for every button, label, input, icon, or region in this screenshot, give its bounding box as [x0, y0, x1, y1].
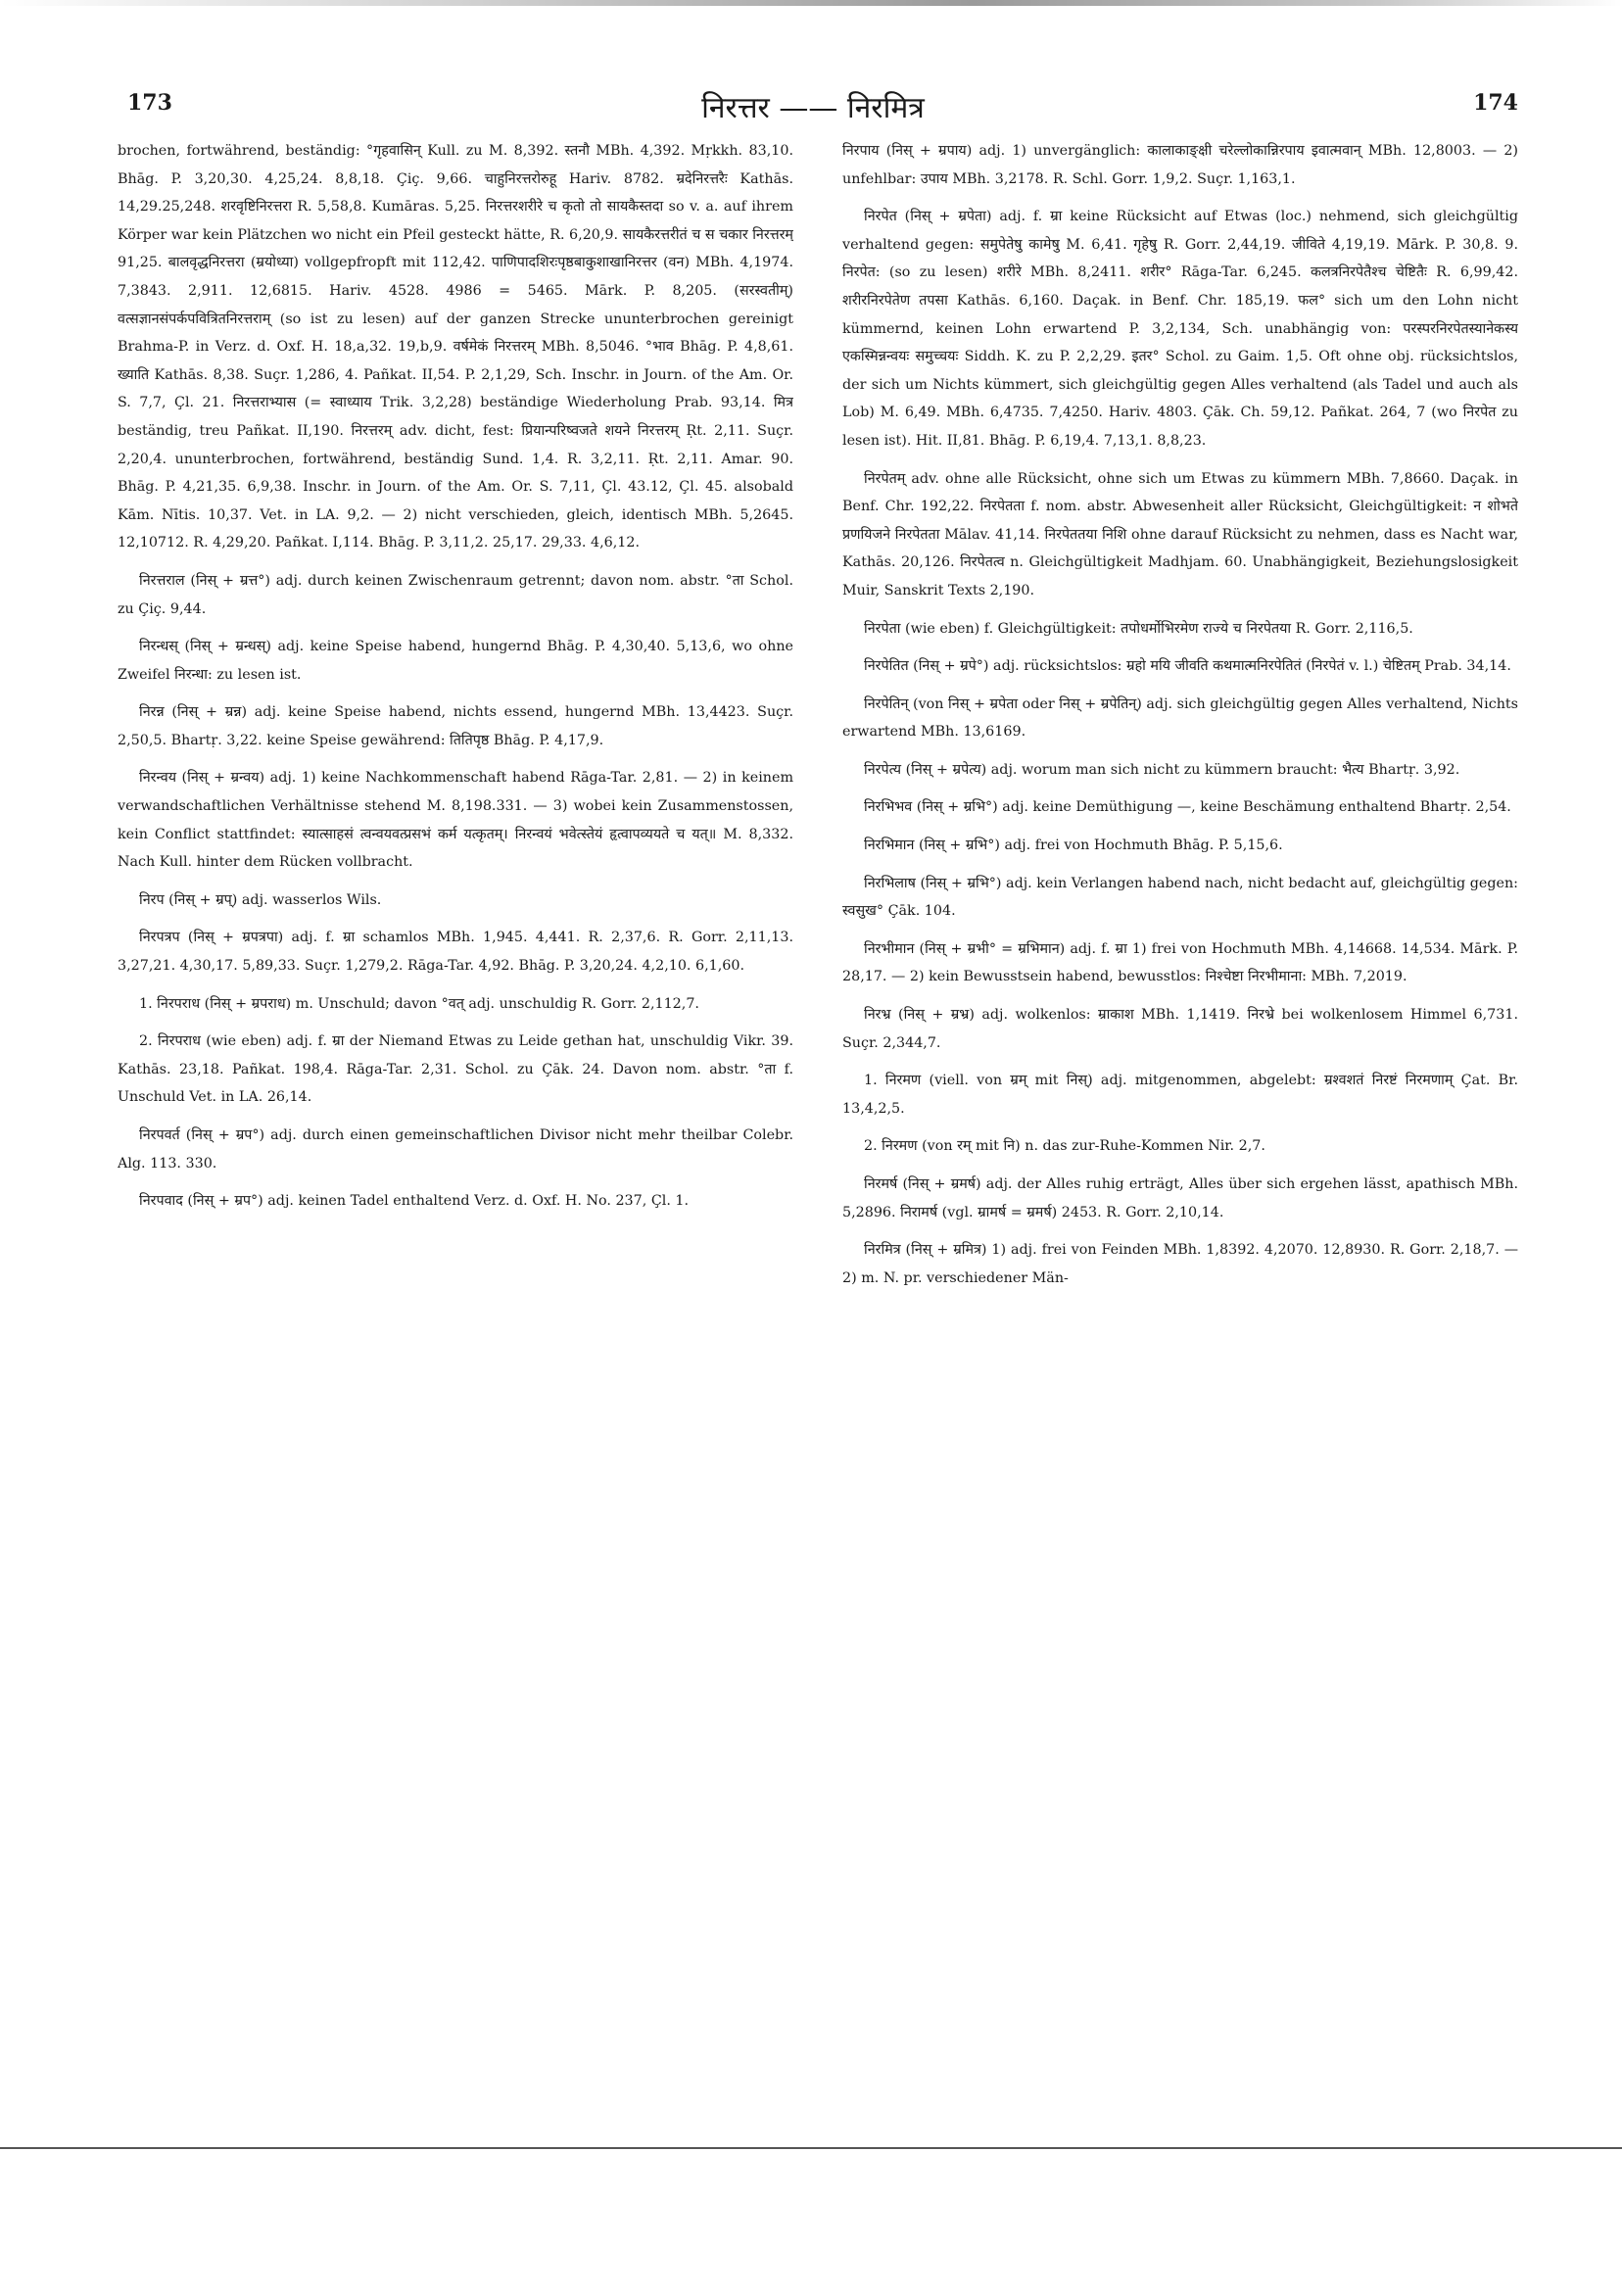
page-number-left: 173: [127, 90, 172, 116]
entry-nirapetin: निरपेतिन् (von निस् + म्रपेता oder निस् + म्रपेतिन्) adj. sich gleichgültig gegen Alles verhaltend, Nichts erwartend MBh. 13,6169.: [842, 695, 1518, 741]
entry-niranna: निरन्न (निस् + म्रन्न) adj. keine Speise habend, nichts essend, hungernd MBh. 13,4423. Suçr. 2,50,5. Bhartṛ. 3,22. keine Speise gewährend: तितिपृष्ठ Bhāg. P. 4,17,9.: [118, 704, 793, 748]
dictionary-columns: [118, 137, 1518, 2126]
entry-nirapetita: निरपेतित (निस् + म्रपे°) adj. rücksichtslos: म्रहो मयि जीवति कथमात्मनिरपेतितं (निरपेतं v. l.) चेष्टितम् Prab. 34,14.: [864, 658, 1511, 675]
page-number-right: 174: [1473, 90, 1518, 116]
entry-niramitra: निरमित्र (निस् + म्रमित्र) 1) adj. frei von Feinden MBh. 1,8392. 4,2070. 12,8930. R. Gorr. 2,18,7. — 2) m. N. pr. verschiedener Män-: [842, 1242, 1518, 1286]
running-title: निरत्तर —— निरमित्र: [701, 91, 925, 125]
page-header: [118, 90, 1518, 129]
entry-continuation: brochen, fortwährend, beständig: °गृहवासिन् Kull. zu M. 8,392. स्तनौ MBh. 4,392. Mṛkkh. 83,10. Bhāg. P. 3,20,30. 4,25,24. 8,8,18. Çiç. 9,66. चाहुनिरत्तरोरुहू Hariv. 8782. म्रदेनिरत्तरैः Kathās. 14,29.25,248. शरवृष्टिनिरत्तरा R. 5,58,8. Kumāras. 5,25. निरत्तरशरीरे च कृतो तो सायकैस्तदा so v. a. auf ihrem Körper war kein Plätzchen wo nicht ein Pfeil gesteckt hätte, R. 6,20,9. सायकैरत्तरीतं च स चकार निरत्तरम् 91,25. बालवृद्धनिरत्तरा (म्रयोध्या) vollgepfropft mit 112,42. पाणिपादशिरःपृष्ठबाकुशाखानिरत्तर (वन) MBh. 4,1974. 7,3843. 2,911. 12,6815. Hariv. 4528. 4986 = 5465. Mārk. P. 8,205. (सरस्वतीम्) वत्सज्ञानसंपर्कपवित्रितनिरत्तराम् (so ist zu lesen) auf der ganzen Strecke ununterbrochen gereinigt Brahma-P. in Verz. d. Oxf. H. 18,a,32. 19,b,9. वर्षमेकं निरत्तरम् MBh. 8,5046. °भाव Bhāg. P. 4,8,61. ख्याति Kathās. 8,38. Suçr. 1,286, 4. Pañkat. II,54. P. 2,1,29, Sch. Inschr. in Journ. of the Am. Or. S. 7,7, Çl. 21. निरत्तराभ्यास (= स्वाध्याय Trik. 3,2,28) beständige Wiederholung Prab. 93,14. मित्र beständig, treu Pañkat. II,190. निरत्तरम् adv. dicht, fest: प्रियान्परिष्वजते शयने निरत्तरम् Ṛt. 2,11. Suçr. 2,20,4. ununterbrochen, fortwährend, beständig Sund. 1,4. R. 3,2,11. Ṛt. 2,11. Amar. 90. Bhāg. P. 4,21,35. 6,9,38. Inschr. in Journ. of the Am. Or. S. 7,11, Çl. 43.12, Çl. 45. alsobald Kām. Nītis. 10,37. Vet. in LA. 9,2. — 2) nicht verschieden, gleich, identisch MBh. 5,2645. 12,10712. R. 4,29,20. Pañkat. I,114. Bhāg. P. 3,11,2. 25,17. 29,33. 4,6,12.: [118, 143, 793, 551]
right-column: [842, 137, 1518, 2126]
entry-niranvaya: निरन्वय (निस् + म्रन्वय) adj. 1) keine Nachkommenschaft habend Rāga-Tar. 2,81. — 2) in keinem verwandschaftlichen Verhältnisse stehend M. 8,198.331. — 3) wobei kein Zusammenstossen, kein Conflict stattfindet: स्यात्साहसं त्वन्वयवत्प्रसभं कर्म यत्कृतम्। निरन्वयं भवेत्स्तेयं हृत्वापव्ययते च यत्॥ M. 8,332. Nach Kull. hinter dem Rücken vollbracht.: [118, 770, 793, 871]
entry-nirabhibhava: निरभिभव (निस् + म्रभि°) adj. keine Demüthigung —, keine Beschämung enthaltend Bhartṛ. 2,54.: [864, 799, 1511, 816]
entry-niramana-1: 1. निरमण (viell. von म्रम् mit निस्) adj. mitgenommen, abgelebt: म्रश्वशतं निरष्टं निरमणाम् Çat. Br. 13,4,2,5.: [842, 1073, 1518, 1117]
entry-nirantaraala: निरत्तराल (निस् + म्रत्त°) adj. durch keinen Zwischenraum getrennt; davon nom. abstr. °ता Schol. zu Çiç. 9,44.: [118, 572, 793, 617]
entry-nirapatrapa: निरपत्रप (निस् + म्रपत्रपा) adj. f. म्रा schamlos MBh. 1,945. 4,441. R. 2,37,6. R. Gorr. 2,11,13. 3,27,21. 4,30,17. 5,89,33. Suçr. 1,279,2. Rāga-Tar. 4,92. Bhāg. P. 3,20,24. 4,2,10. 6,1,60.: [118, 930, 793, 975]
entry-nirapaaya: निरपाय (निस् + म्रपाय) adj. 1) unvergänglich: कालाकाङ्क्षी चरेल्लोकान्निरपाय इवात्मवान् MBh. 12,8003. — 2) unfehlbar: उपाय MBh. 3,2178. R. Schl. Gorr. 1,9,2. Suçr. 1,163,1.: [842, 143, 1518, 187]
entry-nirapavaada: निरपवाद (निस् + म्रप°) adj. keinen Tadel enthaltend Verz. d. Oxf. H. No. 237, Çl. 1.: [139, 1193, 690, 1210]
entry-niramana-2: 2. निरमण (von रम् mit नि) n. das zur-Ruhe-Kommen Nir. 2,7.: [864, 1138, 1265, 1155]
entry-nirapa: निरप (निस् + म्रप्) adj. wasserlos Wils.: [139, 891, 382, 908]
entry-nirabhilaasha: निरभिलाष (निस् + म्रभि°) adj. kein Verlangen habend nach, nicht bedacht auf, gleichgültig gegen: स्वसुख° Çāk. 104.: [842, 875, 1518, 920]
scan-edge: [0, 0, 1622, 6]
entry-nirapetya: निरपेत्य (निस् + म्रपेत्य) adj. worum man sich nicht zu kümmern braucht: भैत्य Bhartṛ. 3,92.: [864, 761, 1460, 778]
entry-nirabhimaana-2: निरभीमान (निस् + म्रभी° = म्रभिमान) adj. f. म्रा 1) frei von Hochmuth MBh. 4,14668. 14,534. Mārk. P. 28,17. — 2) kein Bewusstsein habend, bewusstlos: निश्चेष्टा निरभीमाना: MBh. 7,2019.: [842, 940, 1518, 985]
entry-nirapeta: निरपेत (निस् + म्रपेता) adj. f. म्रा keine Rücksicht auf Etwas (loc.) nehmend, sich gleichgültig verhaltend gegen: समुपेतेषु कामेषु M. 6,41. गृहेषु R. Gorr. 2,44,19. जीविते 4,19,19. Mārk. P. 30,8. 9. निरपेत: (so zu lesen) शरीरे MBh. 8,2411. शरीर° Rāga-Tar. 6,245. कलत्रनिरपेतैश्च चेष्टितैः R. 6,99,42. शरीरनिरपेतेण तपसा Kathās. 6,160. Daçak. in Benf. Chr. 185,19. फल° sich um den Lohn nicht kümmernd, keinen Lohn erwartend P. 3,2,134, Sch. unabhängig von: परस्परनिरपेतस्यानेकस्य एकस्मिन्नन्वयः समुच्चयः Siddh. K. zu P. 2,2,29. इतर° Schol. zu Gaim. 1,5. Oft ohne obj. rücksichtslos, der sich um Nichts kümmert, sich gleichgültig gegen Alles verhaltend (als Tadel und auch als Lob) M. 6,49. MBh. 6,4735. 7,4250. Hariv. 4803. Çāk. Ch. 59,12. Pañkat. 264, 7 (wo निरपेत zu lesen ist). Hit. II,81. Bhāg. P. 6,19,4. 7,13,1. 8,8,23.: [842, 209, 1518, 449]
entry-nirapetaa: निरपेता (wie eben) f. Gleichgültigkeit: तपोधर्मोभिरमेण राज्ये च निरपेतया R. Gorr. 2,116,5.: [864, 620, 1413, 637]
entry-niraparaadha-1: 1. निरपराध (निस् + म्रपराध) m. Unschuld; davon °वत् adj. unschuldig R. Gorr. 2,112,7.: [139, 995, 699, 1012]
entry-nirandhas: निरन्धस् (निस् + म्रन्धस्) adj. keine Speise habend, hungernd Bhāg. P. 4,30,40. 5,13,6, wo ohne Zweifel निरन्धा: zu lesen ist.: [118, 639, 793, 683]
entry-niraparaadha-2: 2. निरपराध (wie eben) adj. f. म्रा der Niemand Etwas zu Leide gethan hat, unschuldig Vikr. 39. Kathās. 23,18. Pañkat. 198,4. Rāga-Tar. 2,31. Schol. zu Çāk. 24. Davon nom. abstr. °ता f. Unschuld Vet. in LA. 26,14.: [118, 1033, 793, 1106]
entry-nirabhimaana: निरभिमान (निस् + म्रभि°) adj. frei von Hochmuth Bhāg. P. 5,15,6.: [864, 837, 1283, 854]
bottom-rule: [0, 2147, 1622, 2149]
left-column: [118, 137, 793, 2126]
entry-niramarsha: निरमर्ष (निस् + म्रमर्ष) adj. der Alles ruhig erträgt, Alles über sich ergehen lässt, apathisch MBh. 5,2896. निरामर्ष (vgl. म्रामर्ष = म्रमर्ष) 2453. R. Gorr. 2,10,14.: [842, 1176, 1518, 1220]
entry-nirapavarta: निरपवर्त (निस् + म्रप°) adj. durch einen gemeinschaftlichen Divisor nicht mehr theilbar Colebr. Alg. 113. 330.: [118, 1127, 793, 1172]
entry-nirabhra: निरभ्र (निस् + म्रभ्र) adj. wolkenlos: म्राकाश MBh. 1,1419. निरभ्रे bei wolkenlosem Himmel 6,731. Suçr. 2,344,7.: [842, 1007, 1518, 1051]
entry-nirapetam: निरपेतम् adv. ohne alle Rücksicht, ohne sich um Etwas zu kümmern MBh. 7,8660. Daçak. in Benf. Chr. 192,22. निरपेतता f. nom. abstr. Abwesenheit aller Rücksicht, Gleichgültigkeit: न शोभते प्रणयिजने निरपेतता Mālav. 41,14. निरपेततया निशि ohne darauf Rücksicht zu nehmen, dass es Nacht war, Kathās. 20,126. निरपेतत्व n. Gleichgültigkeit Madhjam. 60. Unabhängigkeit, Beziehungslosigkeit Muir, Sanskrit Texts 2,190.: [842, 470, 1518, 598]
